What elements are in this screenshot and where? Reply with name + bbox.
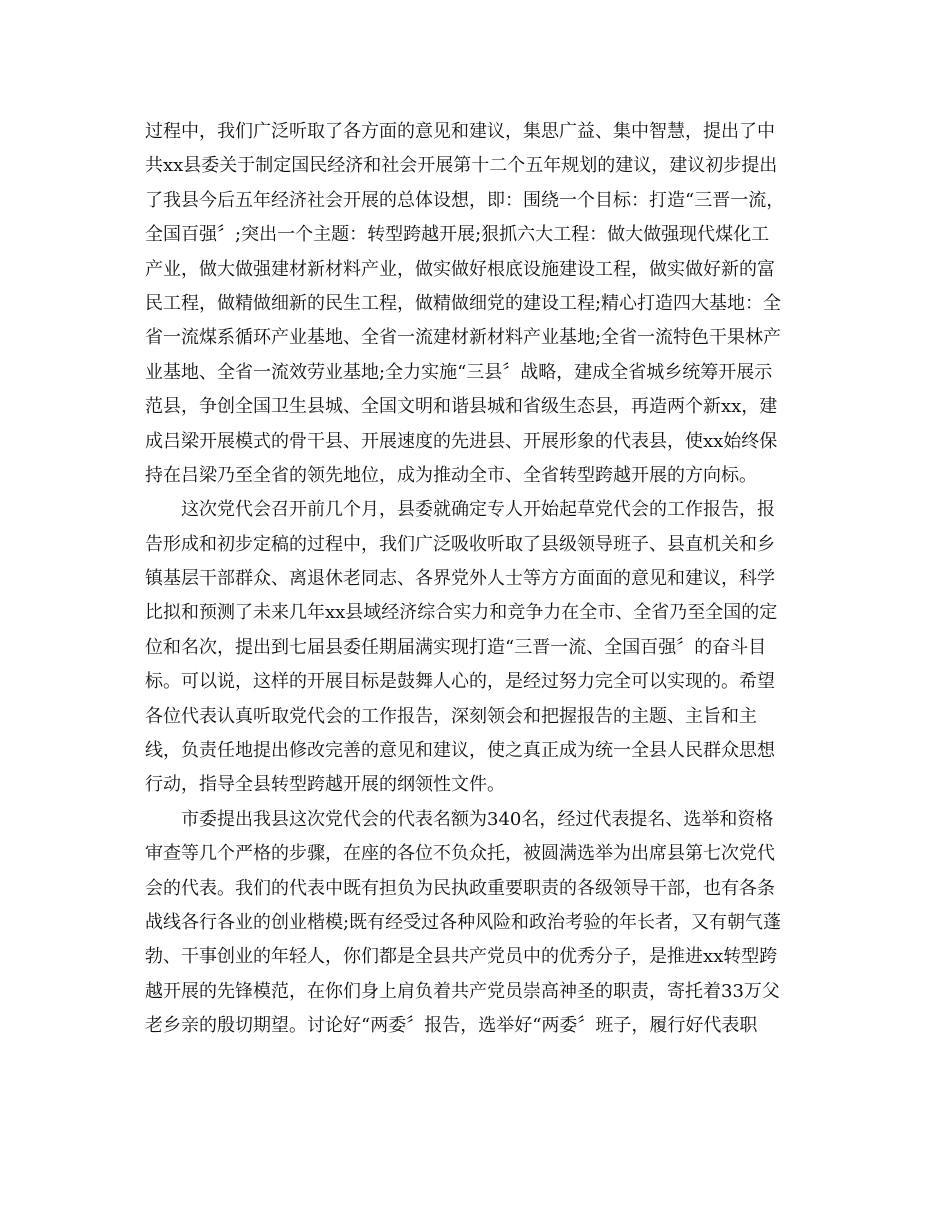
text-line: 成吕梁开展模式的骨干县、开展速度的先进县、开展形象的代表县，使xx始终保 bbox=[145, 430, 778, 452]
text-line: 老乡亲的殷切期望。讨论好“两委〞报告，选举好“两委〞班子，履行好代表职 bbox=[145, 1015, 758, 1037]
text-line: 产业，做大做强建材新材料产业，做实做好根底设施建设工程，做实做好新的富 bbox=[145, 258, 775, 280]
text-line: 过程中，我们广泛听取了各方面的意见和建议，集思广益、集中智慧，提出了中 bbox=[145, 121, 775, 142]
text-line: 战线各行各业的创业楷模;既有经受过各种风险和政治考验的年长者，又有朝气蓬 bbox=[145, 911, 782, 933]
text-line: 这次党代会召开前几个月，县委就确定专人开始起草党代会的工作报告，报 bbox=[145, 499, 775, 521]
text-line: 市委提出我县这次党代会的代表名额为340名，经过代表提名、选举和资格 bbox=[145, 808, 774, 830]
text-line: 全国百强〞;突出一个主题：转型跨越开展;狠抓六大工程：做大做强现代煤化工 bbox=[145, 224, 770, 246]
text-line: 持在吕梁乃至全省的领先地位，成为推动全市、全省转型跨越开展的方向标。 bbox=[145, 464, 757, 486]
text-line: 各位代表认真听取党代会的工作报告，深刻领会和把握报告的主题、主旨和主 bbox=[145, 705, 757, 727]
text-line: 审查等几个严格的步骤，在座的各位不负众托，被圆满选举为出席县第七次党代 bbox=[145, 843, 775, 865]
text-line: 标。可以说，这样的开展目标是鼓舞人心的，是经过努力完全可以实现的。希望 bbox=[145, 671, 775, 693]
text-line: 位和名次，提出到七届县委任期届满实现打造“三晋一流、全国百强〞的奋斗目 bbox=[145, 636, 767, 658]
text-line: 比拟和预测了未来几年xx县域经济综合实力和竞争力在全市、全省乃至全国的定 bbox=[145, 602, 778, 624]
text-line: 行动，指导全县转型跨越开展的纲领性文件。 bbox=[145, 774, 505, 796]
text-line: 越开展的先锋模范，在你们身上肩负着共产党员崇高神圣的职责，寄托着33万父 bbox=[145, 980, 780, 1002]
text-line: 了我县今后五年经济社会开展的总体设想，即：围绕一个目标：打造“三晋一流， bbox=[145, 189, 785, 211]
body-text bbox=[145, 115, 810, 1044]
text-line: 民工程，做精做细新的民生工程，做精做细党的建设工程;精心打造四大基地：全 bbox=[145, 292, 782, 314]
text-line: 线，负责任地提出修改完善的意见和建议，使之真正成为统一全县人民群众思想 bbox=[145, 740, 775, 762]
text-line: 会的代表。我们的代表中既有担负为民执政重要职责的各级领导干部，也有各条 bbox=[145, 877, 775, 899]
text-line: 省一流煤系循环产业基地、全省一流建材新材料产业基地;全省一流特色干果林产 bbox=[145, 327, 782, 349]
text-line: 勃、干事创业的年轻人，你们都是全县共产党员中的优秀分子，是推进xx转型跨 bbox=[145, 946, 778, 968]
text-line: 范县，争创全国卫生县城、全国文明和谐县城和省级生态县，再造两个新xx，建 bbox=[145, 396, 778, 418]
text-line: 镇基层干部群众、离退休老同志、各界党外人士等方方面面的意见和建议，科学 bbox=[145, 568, 775, 590]
text-line: 业基地、全省一流效劳业基地;全力实施“三县〞战略，建成全省城乡统筹开展示 bbox=[145, 361, 773, 383]
text-line: 告形成和初步定稿的过程中，我们广泛吸收听取了县级领导班子、县直机关和乡 bbox=[145, 533, 775, 555]
text-line: 共xx县委关于制定国民经济和社会开展第十二个五年规划的建议，建议初步提出 bbox=[145, 155, 778, 177]
